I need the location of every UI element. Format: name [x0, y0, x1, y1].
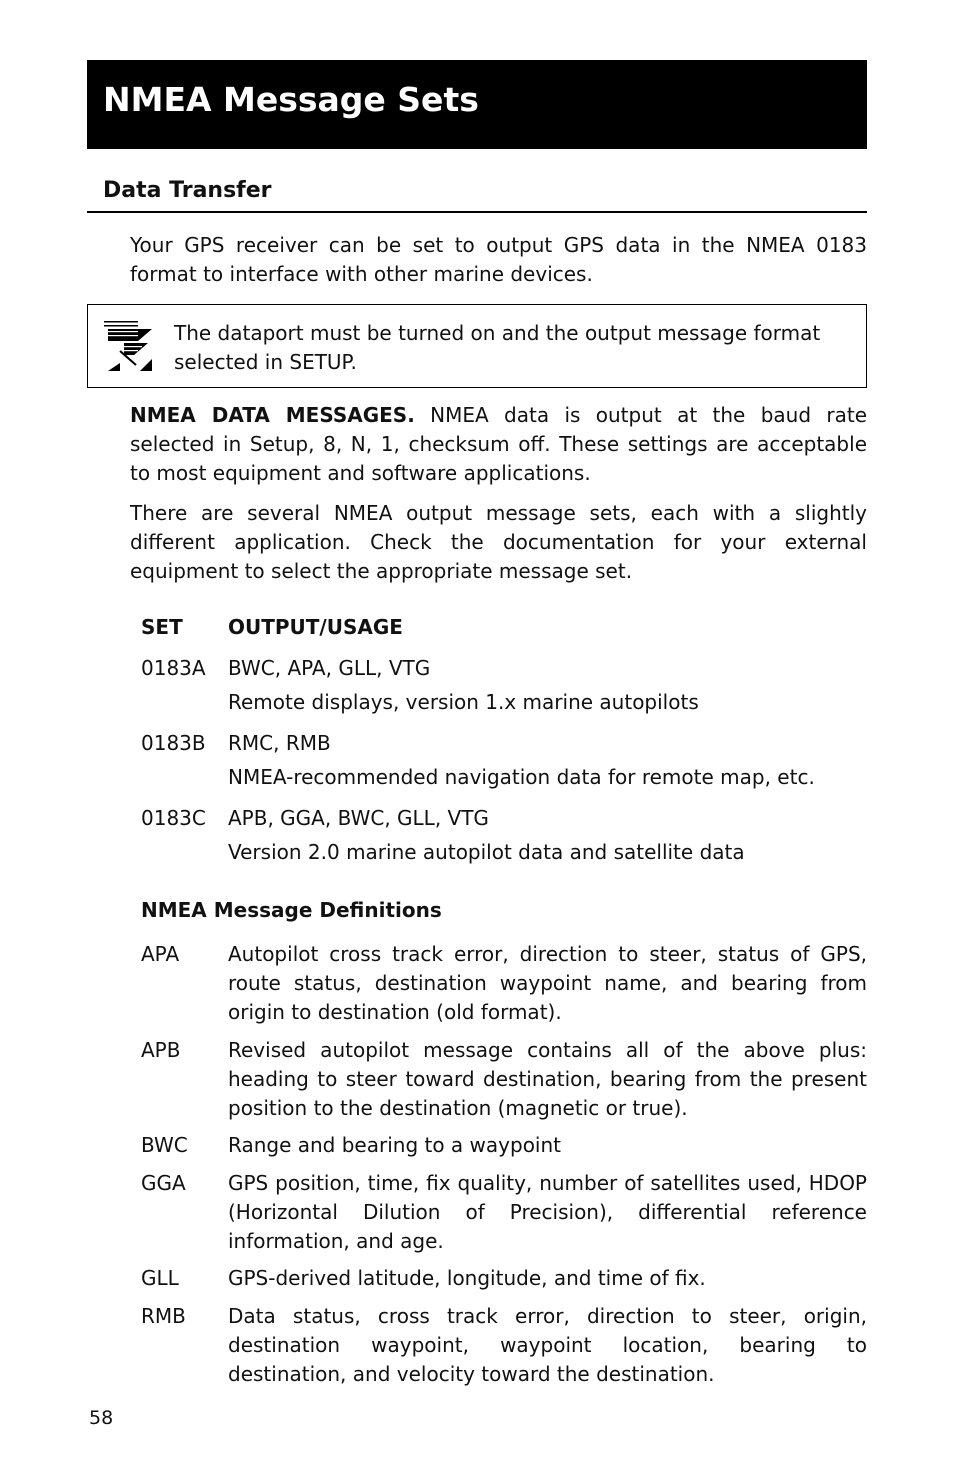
note-box	[87, 304, 867, 388]
definition-description: Revised autopilot message contains all of the above plus: heading to steer toward destination, bearing from the present position to the destination (magnetic or true).	[228, 1038, 867, 1120]
definition-description: GPS-derived latitude, longitude, and time of fix.	[228, 1266, 706, 1290]
definition-description: Data status, cross track error, direction to steer, origin, destination waypoint, waypoint location, bearing to destination, and velocity toward the destination.	[228, 1304, 867, 1386]
note-pointer-icon	[104, 321, 154, 373]
set-output: APB, GGA, BWC, GLL, VTG	[228, 806, 489, 830]
definition-term: GLL	[141, 1266, 179, 1290]
set-code: 0183B	[141, 731, 206, 755]
page-number: 58	[89, 1407, 114, 1429]
set-output: RMC, RMB	[228, 731, 331, 755]
set-usage: Remote displays, version 1.x marine autopilots	[228, 690, 699, 714]
definitions-heading: NMEA Message Definitions	[141, 898, 442, 922]
definition-description: Range and bearing to a waypoint	[228, 1133, 561, 1157]
chapter-title: NMEA Message Sets	[103, 80, 479, 119]
set-code: 0183A	[141, 656, 206, 680]
definition-description: Autopilot cross track error, direction to steer, status of GPS, route status, destination waypoint name, and bearing from origin to destination (old format).	[228, 942, 867, 1024]
definition-term: RMB	[141, 1304, 186, 1328]
set-output: BWC, APA, GLL, VTG	[228, 656, 431, 680]
nmea-data-body: NMEA data is output at the baud rate selected in Setup, 8, N, 1, checksum off. These settings are acceptable to most equipment and software applications.	[130, 403, 867, 485]
set-usage: NMEA-recommended navigation data for remote map, etc.	[228, 765, 815, 789]
definition-term: BWC	[141, 1133, 188, 1157]
nmea-data-paragraph	[130, 401, 867, 488]
definition-term: APB	[141, 1038, 181, 1062]
message-sets-paragraph: There are several NMEA output message sets, each with a slightly different application. Check the documentation for your external equipment to select the appropriate message set.	[130, 501, 867, 583]
column-header-set: SET	[141, 615, 183, 639]
note-text: The dataport must be turned on and the output message format selected in SETUP.	[174, 321, 821, 374]
set-code: 0183C	[141, 806, 206, 830]
column-header-output: OUTPUT/USAGE	[228, 615, 403, 639]
set-usage: Version 2.0 marine autopilot data and satellite data	[228, 840, 745, 864]
section-heading: Data Transfer	[103, 178, 272, 203]
chapter-banner	[87, 60, 867, 149]
nmea-data-lead: NMEA DATA MESSAGES.	[130, 403, 415, 427]
definition-description: GPS position, time, fix quality, number of satellites used, HDOP (Horizontal Dilution of Precision), differential reference information, and age.	[228, 1171, 867, 1253]
definition-term: GGA	[141, 1171, 186, 1195]
intro-paragraph: Your GPS receiver can be set to output GPS data in the NMEA 0183 format to interface with other marine devices.	[130, 233, 867, 286]
definition-term: APA	[141, 942, 180, 966]
section-divider	[87, 211, 867, 213]
